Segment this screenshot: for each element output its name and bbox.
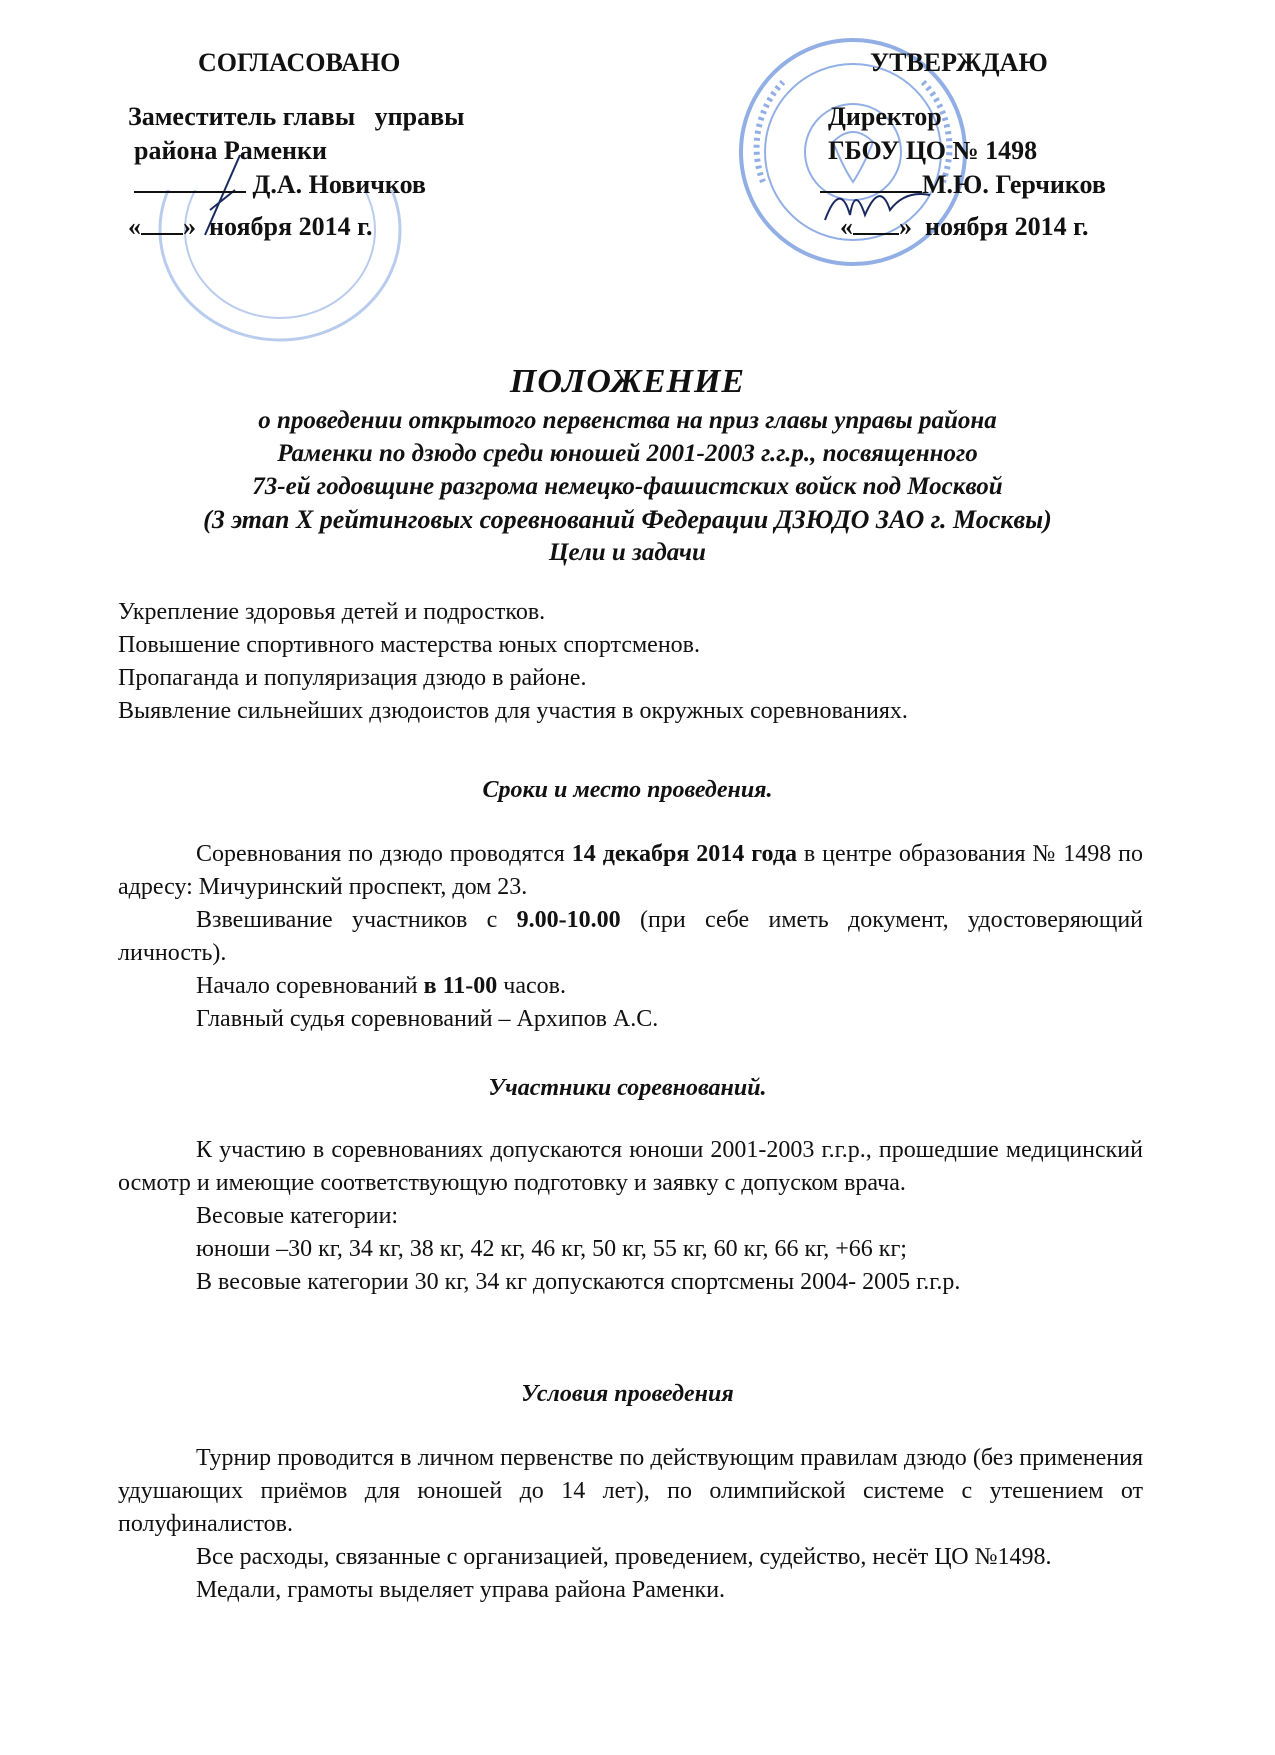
- dates-paragraph-1: Соревнования по дзюдо проводятся 14 декабря 2014 года в центре образования № 1498 по адресу: Мичуринский проспект, дом 23.: [118, 841, 1144, 900]
- participants-section: [118, 1134, 1143, 1299]
- goals-list: [118, 596, 1143, 728]
- dates-paragraph-2: Взвешивание участников с 9.00-10.00 (при себе иметь документ, удостоверяющий личность).: [118, 907, 1144, 966]
- signature-blank: [820, 169, 922, 193]
- participants-heading: Участники соревнований.: [488, 1075, 767, 1101]
- approved-organization: ГБОУ ЦО № 1498: [828, 136, 1038, 165]
- agreed-block: [128, 46, 568, 244]
- dates-paragraph-4: Главный судья соревнований – Архипов А.С.: [196, 1006, 659, 1032]
- agreed-signer-line: [134, 168, 568, 202]
- approved-signer-line: [820, 168, 1150, 202]
- title-line-1: о проведении открытого первенства на приз главы управы района: [258, 407, 997, 434]
- participants-paragraph-2: Весовые категории:: [196, 1203, 399, 1229]
- agreed-position: Заместитель главы управы: [128, 102, 465, 131]
- goals-heading: Цели и задачи: [549, 539, 706, 566]
- goal-item: Повышение спортивного мастерства юных спортсменов.: [118, 632, 700, 658]
- date-open-quote: «: [840, 212, 853, 241]
- goal-item: Укрепление здоровья детей и подростков.: [118, 599, 546, 625]
- title-line-3: 73-ей годовщине разгрома немецко-фашистских войск под Москвой: [252, 473, 1003, 500]
- goal-item: Пропаганда и популяризация дзюдо в районе.: [118, 665, 587, 691]
- agreed-date: [128, 210, 568, 244]
- agreed-district: района Раменки: [134, 136, 327, 165]
- document-title-block: [90, 360, 1165, 569]
- document-title: ПОЛОЖЕНИЕ: [509, 363, 746, 400]
- agreed-heading: СОГЛАСОВАНО: [198, 48, 401, 77]
- title-line-2: Раменки по дзюдо среди юношей 2001-2003 г.г.р., посвященного: [277, 440, 978, 467]
- dates-paragraph-3: Начало соревнований в 11-00 часов.: [196, 973, 566, 999]
- date-open-quote: «: [128, 212, 141, 241]
- agreed-signer: Д.А. Новичков: [252, 170, 426, 199]
- title-line-4: (3 этап Х рейтинговых соревнований Федерации ДЗЮДО ЗАО г. Москвы): [203, 505, 1052, 534]
- weight-categories: юноши –30 кг, 34 кг, 38 кг, 42 кг, 46 кг, 50 кг, 55 кг, 60 кг, 66 кг, +66 кг;: [196, 1236, 907, 1262]
- approved-heading: УТВЕРЖДАЮ: [870, 48, 1048, 77]
- participants-paragraph-4: В весовые категории 30 кг, 34 кг допускаются спортсмены 2004- 2005 г.г.р.: [196, 1269, 961, 1295]
- conditions-paragraph-3: Медали, грамоты выделяет управа района Раменки.: [196, 1577, 726, 1603]
- conditions-paragraph-2: Все расходы, связанные с организацией, проведением, судейство, несёт ЦО №1498.: [196, 1544, 1052, 1570]
- approved-date: [840, 210, 1150, 244]
- date-text: » ноября 2014 г.: [183, 212, 373, 241]
- conditions-section: [118, 1442, 1143, 1607]
- signature-blank: [134, 169, 246, 193]
- participants-paragraph-1: К участию в соревнованиях допускаются юноши 2001-2003 г.г.р., прошедшие медицинский осмотр и имеющие соответствующую подготовку и заявку с допуском врача.: [118, 1137, 1143, 1196]
- approved-signer: М.Ю. Герчиков: [922, 170, 1106, 199]
- goal-item: Выявление сильнейших дзюдоистов для участия в окружных соревнованиях.: [118, 698, 908, 724]
- approved-block: [820, 46, 1150, 244]
- dates-section: [118, 838, 1143, 1036]
- dates-heading: Сроки и место проведения.: [482, 777, 773, 803]
- conditions-paragraph-1: Турнир проводится в личном первенстве по действующим правилам дзюдо (без применения удушающих приёмов для юношей до 14 лет), по олимпийской системе с утешением от полуфиналистов.: [118, 1445, 1143, 1537]
- date-text: » ноября 2014 г.: [899, 212, 1089, 241]
- conditions-heading: Условия проведения: [521, 1381, 734, 1407]
- day-blank: [853, 211, 899, 235]
- approved-position: Директор: [828, 102, 942, 131]
- day-blank: [141, 211, 183, 235]
